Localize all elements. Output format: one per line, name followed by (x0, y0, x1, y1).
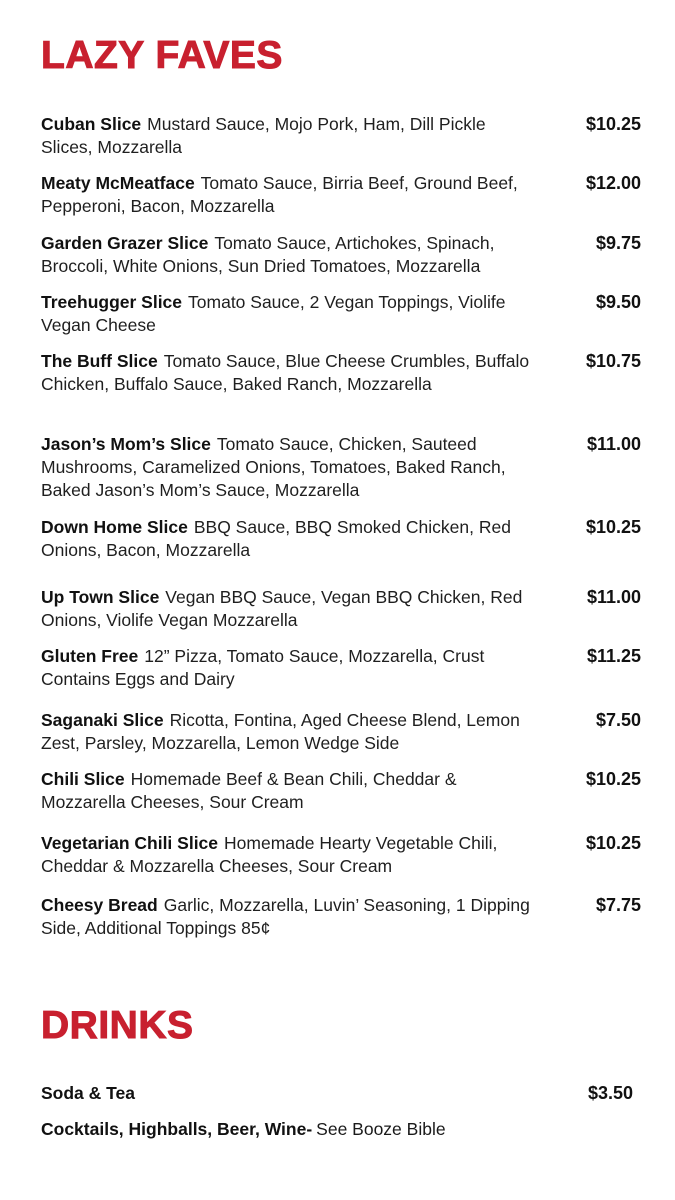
item-name: Meaty McMeatface (41, 173, 195, 193)
item-price: $7.75 (595, 895, 641, 915)
item-name: Saganaki Slice (41, 710, 164, 730)
item-description: Tomato Sauce, Birria Beef, Ground Beef, Pepperoni, Bacon, Mozzarella (41, 173, 518, 216)
item-description: Homemade Hearty Vegetable Chili, Cheddar & Mozzarella Cheeses, Sour Cream (41, 833, 498, 876)
menu-item (41, 768, 641, 814)
item-name: Cheesy Bread (41, 895, 158, 915)
item-price: $10.25 (585, 833, 641, 853)
item-price: $12.00 (585, 173, 641, 193)
item-name: Gluten Free (41, 646, 139, 666)
item-description: Vegan BBQ Sauce, Vegan BBQ Chicken, Red Onions, Violife Vegan Mozzarella (41, 587, 523, 630)
item-description: Mustard Sauce, Mojo Pork, Ham, Dill Pickle Slices, Mozzarella (41, 114, 486, 157)
drink-description: See Booze Bible (316, 1119, 446, 1139)
menu-item (41, 172, 641, 218)
menu-item (41, 350, 641, 396)
menu-item (41, 232, 641, 278)
menu-item (41, 709, 641, 755)
menu-item (41, 832, 641, 878)
item-price: $11.00 (586, 587, 641, 607)
item-description: BBQ Sauce, BBQ Smoked Chicken, Red Onions, Bacon, Mozzarella (41, 517, 511, 560)
menu-item (41, 516, 641, 562)
item-name: Cuban Slice (41, 114, 142, 134)
item-price: $11.00 (586, 434, 641, 454)
drink-item (41, 1082, 633, 1105)
item-name: Vegetarian Chili Slice (41, 833, 219, 853)
item-name: The Buff Slice (41, 351, 158, 371)
item-description: Tomato Sauce, Chicken, Sauteed Mushrooms, Caramelized Onions, Tomatoes, Baked Ranch, Baked Jason’s Mom’s Sauce, Mozzarella (41, 434, 506, 500)
item-description: Tomato Sauce, 2 Vegan Toppings, Violife Vegan Cheese (41, 292, 506, 335)
item-name: Garden Grazer Slice (41, 233, 209, 253)
item-description: 12” Pizza, Tomato Sauce, Mozzarella, Crust Contains Eggs and Dairy (41, 646, 485, 689)
item-description: Homemade Beef & Bean Chili, Cheddar & Mozzarella Cheeses, Sour Cream (41, 769, 457, 812)
drink-name: Cocktails, Highballs, Beer, Wine- (41, 1119, 313, 1139)
item-description: Tomato Sauce, Artichokes, Spinach, Broccoli, White Onions, Sun Dried Tomatoes, Mozzarella (41, 233, 495, 276)
item-price: $10.25 (585, 114, 641, 134)
item-description: Garlic, Mozzarella, Luvin’ Seasoning, 1 Dipping Side, Additional Toppings 85¢ (41, 895, 530, 938)
menu-item (41, 645, 641, 691)
item-price: $9.75 (595, 233, 641, 253)
item-price: $7.50 (595, 710, 641, 730)
menu-item (41, 894, 641, 940)
item-description: Tomato Sauce, Blue Cheese Crumbles, Buffalo Chicken, Buffalo Sauce, Baked Ranch, Mozzarella (41, 351, 530, 394)
item-price: $9.50 (595, 292, 641, 312)
section-title-lazy-faves: LAZY FAVES (41, 34, 283, 77)
item-price: $11.25 (586, 646, 641, 666)
menu-item (41, 586, 641, 632)
item-description: Ricotta, Fontina, Aged Cheese Blend, Lemon Zest, Parsley, Mozzarella, Lemon Wedge Side (41, 710, 520, 753)
item-price: $10.25 (585, 517, 641, 537)
drink-item (41, 1118, 633, 1141)
item-name: Treehugger Slice (41, 292, 183, 312)
menu-item (41, 113, 641, 159)
item-name: Up Town Slice (41, 587, 160, 607)
item-name: Chili Slice (41, 769, 125, 789)
item-price: $10.75 (585, 351, 641, 371)
drink-price: $3.50 (587, 1083, 633, 1103)
item-name: Jason’s Mom’s Slice (41, 434, 211, 454)
drink-name: Soda & Tea (41, 1083, 136, 1103)
menu-item (41, 433, 641, 502)
item-name: Down Home Slice (41, 517, 188, 537)
section-title-drinks: DRINKS (41, 1004, 194, 1047)
menu-item (41, 291, 641, 337)
item-price: $10.25 (585, 769, 641, 789)
